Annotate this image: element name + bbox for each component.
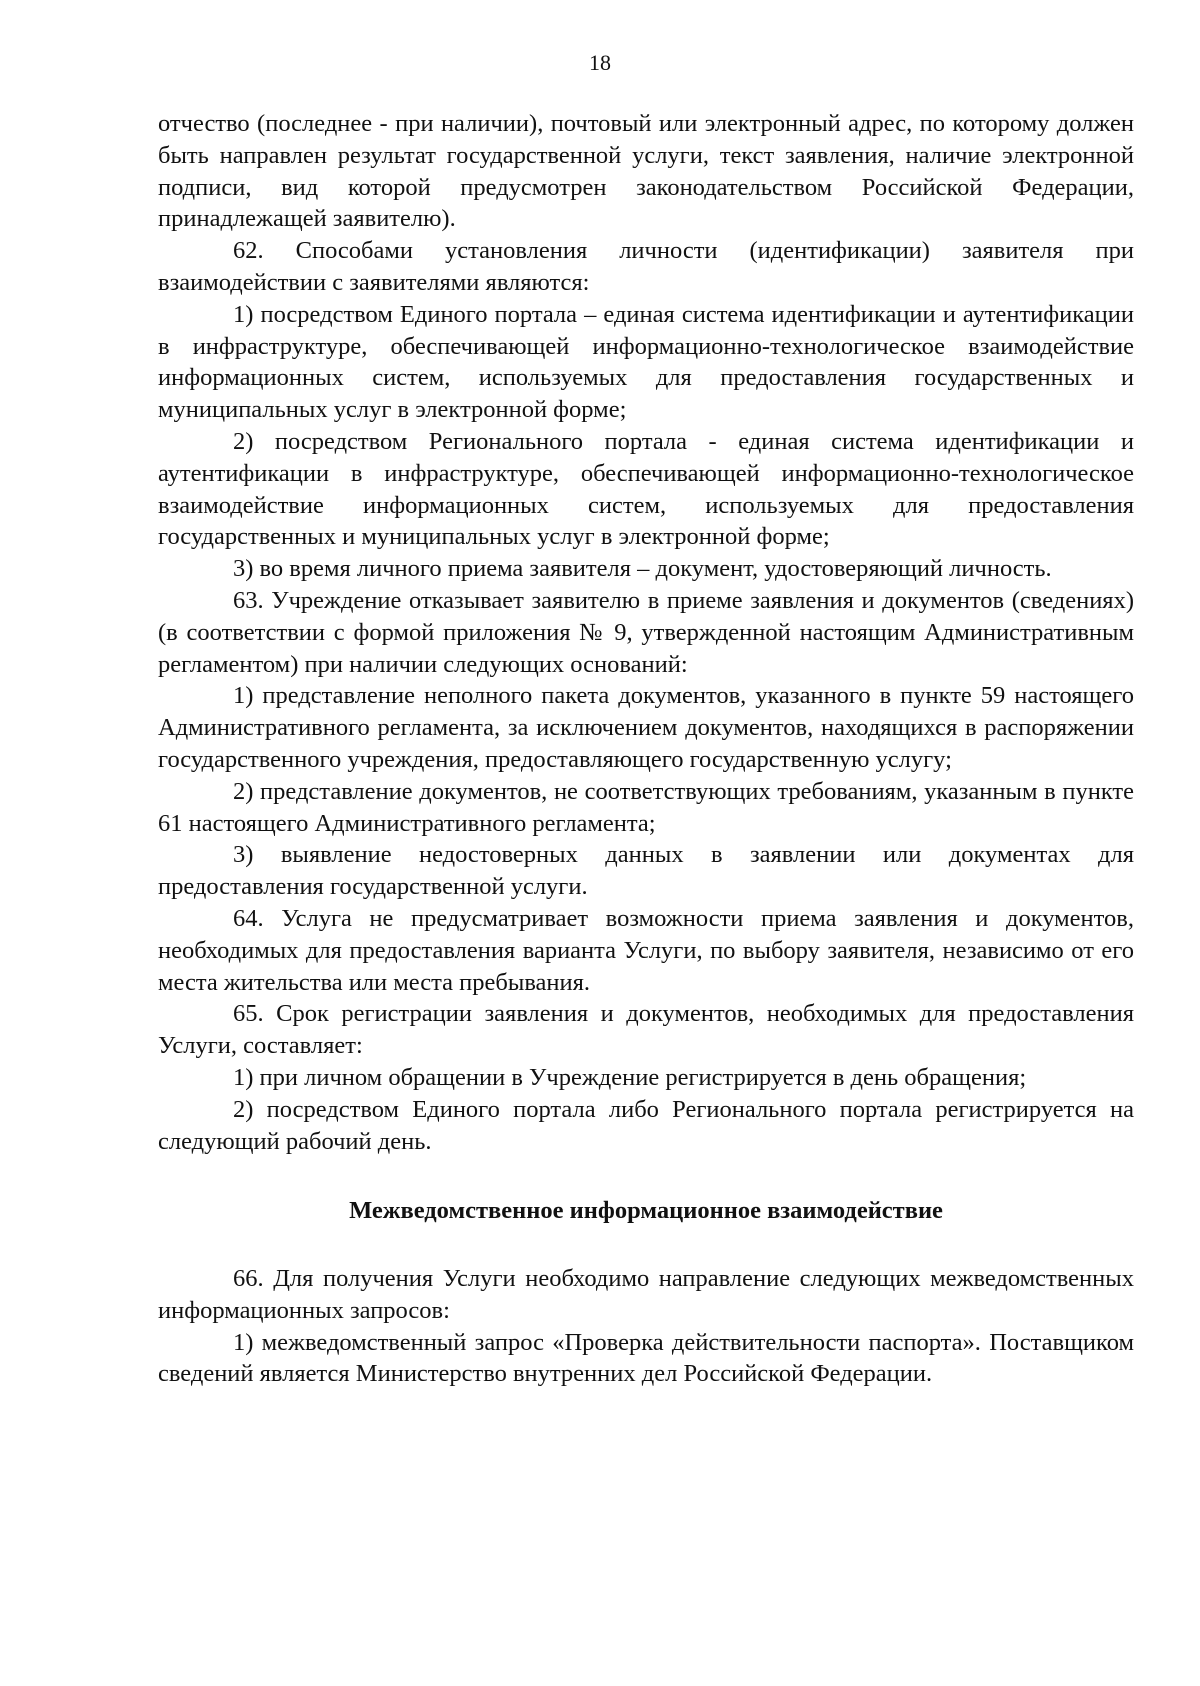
paragraph-item-62-2: 2) посредством Регионального портала - единая система идентификации и аутентификации в инфраструктуре, обеспечивающей информационно-технологическое взаимодействие информационных систем, используемых для предоставления государственных и муниципальных услуг в электронной форме; [158, 427, 1134, 551]
paragraph-item-66: 66. Для получения Услуги необходимо направление следующих межведомственных информационных запросов: [158, 1265, 1134, 1324]
paragraph-item-64: 64. Услуга не предусматривает возможности приема заявления и документов, необходимых для предоставления варианта Услуги, по выбору заявителя, независимо от его места жительства или места пребывания. [158, 904, 1134, 996]
paragraph-item-66-1: 1) межведомственный запрос «Проверка действительности паспорта». Поставщиком сведений является Министерство внутренних дел Российской Федерации. [158, 1328, 1134, 1388]
paragraph-item-63: 63. Учреждение отказывает заявителю в приеме заявления и документов (сведениях) (в соответствии с формой приложения № 9, утвержденной настоящим Административным регламентом) при наличии следующих оснований: [158, 586, 1134, 678]
paragraph-item-63-3: 3) выявление недостоверных данных в заявлении или документах для предоставления государственной услуги. [158, 841, 1134, 901]
document-body [158, 108, 1134, 1390]
section-heading: Межведомственное информационное взаимодействие [349, 1197, 943, 1225]
paragraph-item-65-2: 2) посредством Единого портала либо Регионального портала регистрируется на следующий рабочий день. [158, 1095, 1134, 1155]
paragraph-item-65: 65. Срок регистрации заявления и документов, необходимых для предоставления Услуги, составляет: [158, 1000, 1134, 1060]
paragraph-item-63-1: 1) представление неполного пакета документов, указанного в пункте 59 настоящего Административного регламента, за исключением документов, находящихся в распоряжении государственного учреждения, предоставляющего государственную услугу; [158, 682, 1134, 773]
paragraph-item-65-1: 1) при личном обращении в Учреждение регистрируется в день обращения; [233, 1063, 1027, 1091]
paragraph-item-62-3: 3) во время личного приема заявителя – документ, удостоверяющий личность. [233, 555, 1052, 583]
paragraph-item-62: 62. Способами установления личности (идентификации) заявителя при взаимодействии с заявителями являются: [158, 237, 1134, 296]
paragraph-item-63-2: 2) представление документов, не соответствующих требованиям, указанным в пункте 61 настоящего Административного регламента; [158, 777, 1134, 837]
paragraph-item-62-1: 1) посредством Единого портала – единая система идентификации и аутентификации в инфраструктуре, обеспечивающей информационно-технологическое взаимодействие информационных систем, используемых для предоставления государственных и муниципальных услуг в электронной форме; [158, 300, 1134, 424]
page-number: 18 [589, 50, 611, 75]
paragraph-continuation: отчество (последнее - при наличии), почтовый или электронный адрес, по которому должен быть направлен результат государственной услуги, текст заявления, наличие электронной подписи, вид которой предусмотрен законодательством Российской Федерации, принадлежащей заявителю). [158, 110, 1134, 233]
